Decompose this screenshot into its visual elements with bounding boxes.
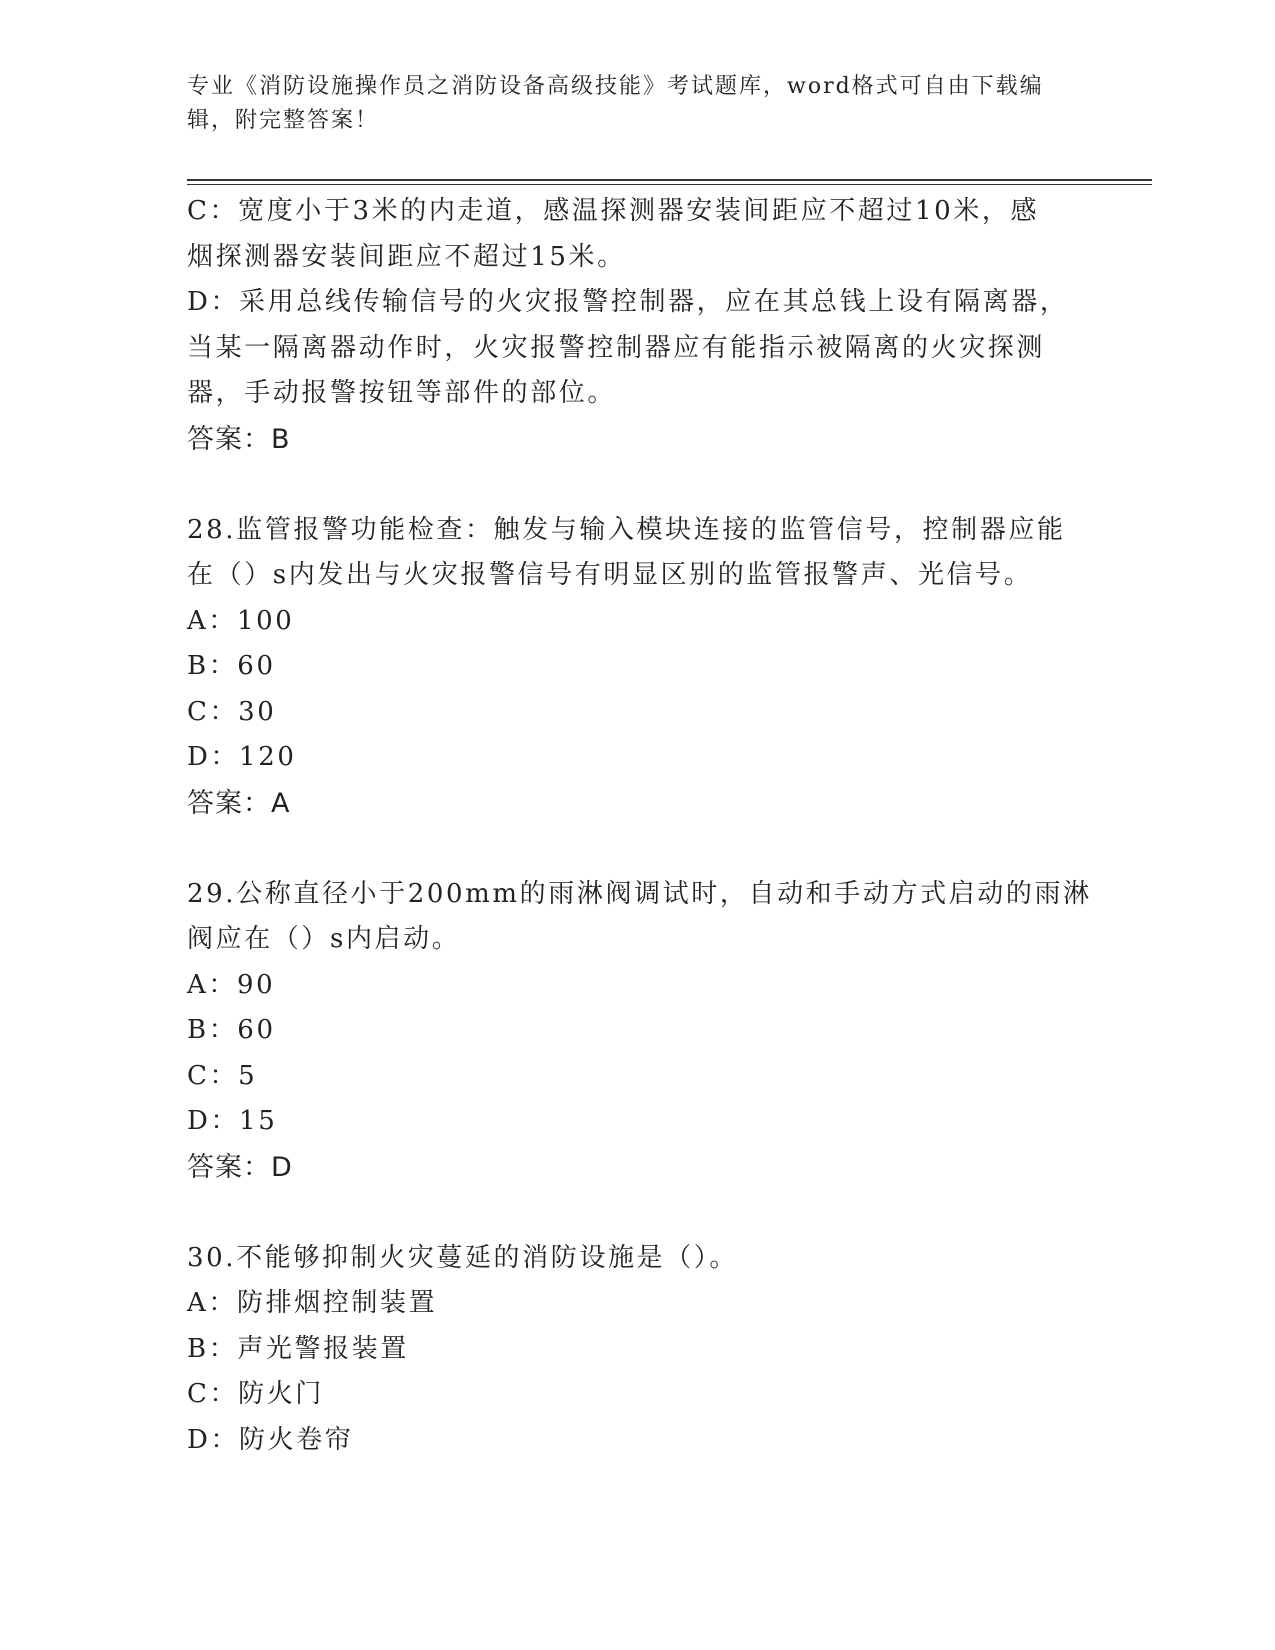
question-29 [187,872,1092,1191]
option-c-line-1: C：宽度小于3米的内走道，感温探测器安装间距应不超过10米，感 [187,196,1040,226]
answer-line: 答案：B [187,423,291,455]
header-line-1: 专业《消防设施操作员之消防设备高级技能》考试题库，word格式可自由下载编 [187,74,1044,99]
option-c: C：30 [187,696,277,727]
option-d-line-2: 当某一隔离器动作时，火灾报警控制器应有能指示被隔离的火灾探测 [187,332,1046,363]
option-b: B：60 [187,651,276,681]
option-d-line-1: D：采用总线传输信号的火灾报警控制器，应在其总钱上设有隔离器， [187,287,1069,317]
question-30 [187,1236,1087,1464]
question-stem-line-2: 在（）s内发出与火灾报警信号有明显区别的监管报警声、光信号。 [187,560,1033,590]
option-d: D：15 [187,1106,278,1136]
option-c-line-2: 烟探测器安装间距应不超过15米。 [187,241,626,272]
answer-line: 答案：A [187,787,291,819]
option-b: B：声光警报装置 [187,1333,409,1364]
question-28 [187,508,1087,827]
spacer [187,462,1087,508]
question-stem-line-1: 30.不能够抑制火灾蔓延的消防设施是（）。 [187,1242,738,1273]
previous-question-tail [187,189,1087,462]
document-header [187,70,1087,138]
option-b: B：60 [187,1015,276,1045]
question-stem-line-2: 阀应在（）s内启动。 [187,924,461,954]
option-c: C：5 [187,1060,258,1091]
question-content [187,189,1092,1463]
option-d: D：防火卷帘 [187,1424,354,1455]
header-rule-thin [187,184,1152,185]
spacer [187,826,1087,872]
option-c: C：防火门 [187,1379,324,1409]
question-stem-line-1: 28.监管报警功能检查：触发与输入模块连接的监管信号，控制器应能 [187,514,1066,545]
option-a: A：防排烟控制装置 [187,1288,438,1318]
option-a: A：100 [187,605,295,636]
option-d-line-3: 器，手动报警按钮等部件的部位。 [187,378,617,408]
option-a: A：90 [187,969,276,1000]
option-d: D：120 [187,742,297,772]
answer-line: 答案：D [187,1151,293,1183]
question-stem-line-1: 29.公称直径小于200mm的雨淋阀调试时，自动和手动方式启动的雨淋 [187,878,1092,909]
header-rule-thick [187,179,1152,181]
spacer [187,1190,1087,1236]
header-line-2: 辑，附完整答案！ [187,108,380,133]
